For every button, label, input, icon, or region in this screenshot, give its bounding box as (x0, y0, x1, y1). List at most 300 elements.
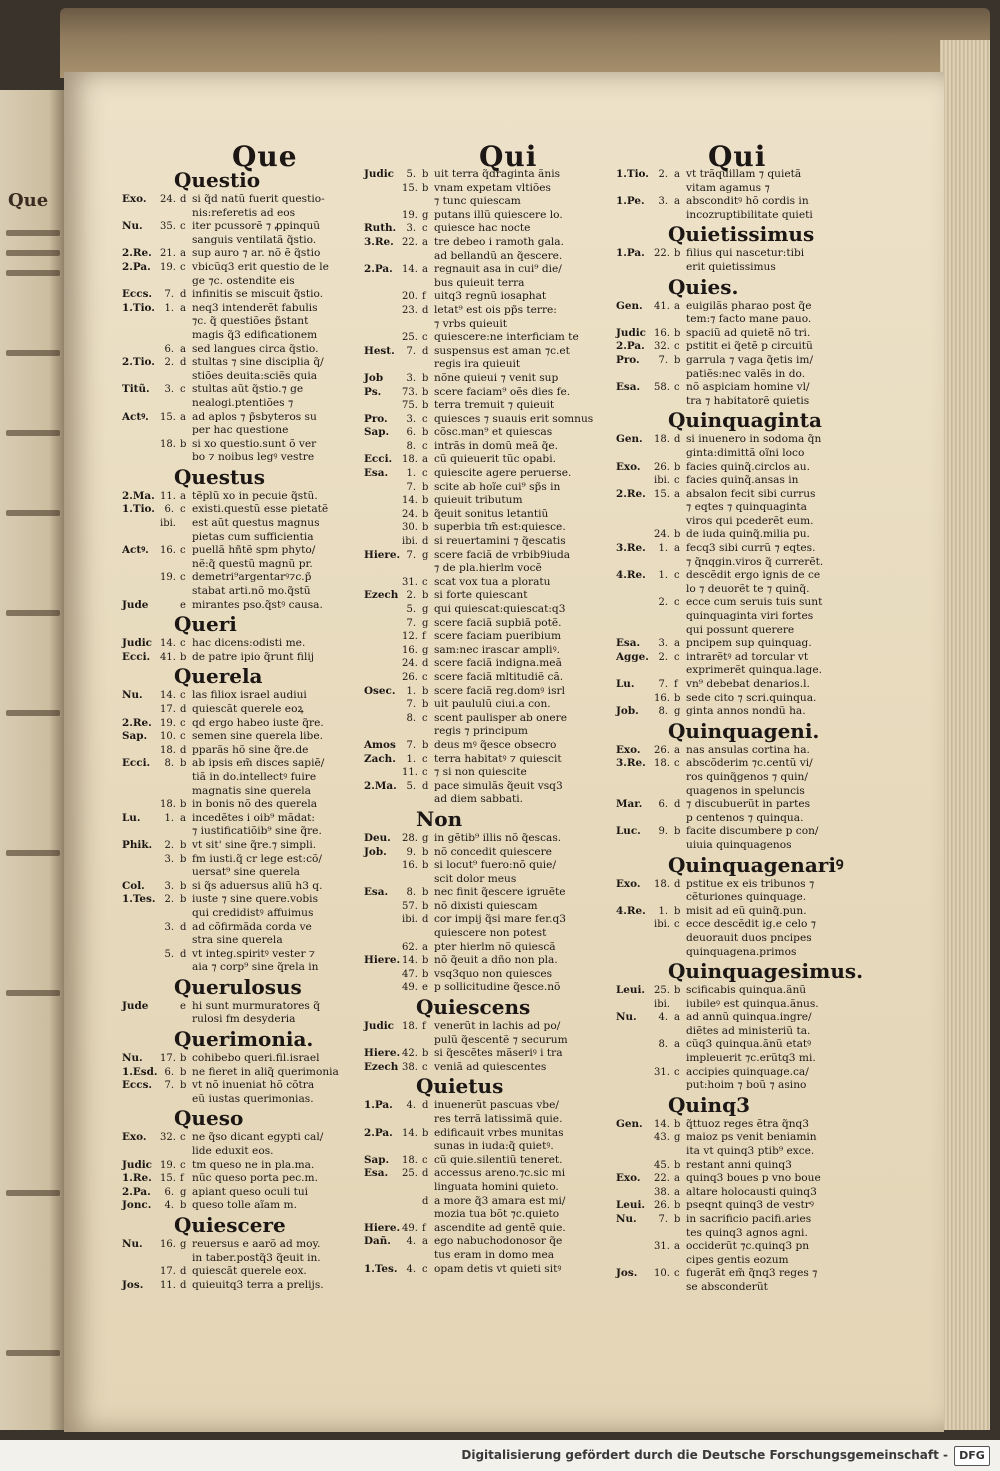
section-letter: c (180, 572, 186, 584)
citation-line (616, 610, 866, 624)
section-letter: b (674, 692, 681, 704)
citation-text: sup auro ⁊ ar. nõ ẽ q̃stio (192, 247, 321, 260)
section-letter: b (180, 438, 187, 450)
citation-text: nõ dixisti quiescam (434, 899, 538, 912)
citation-text: letat⁹ est ois pp̃s terre: (434, 303, 557, 316)
book-ref: 3.Re. (616, 542, 646, 555)
chapter-number: 9. (406, 846, 416, 858)
section-letter: b (674, 1200, 681, 1212)
citation-text: tẽplũ xo in pecuie q̃stũ. (192, 489, 318, 502)
chapter-number: 5. (406, 169, 416, 180)
chapter-number: 3. (164, 853, 174, 865)
citation-line (364, 1181, 614, 1195)
citation-text: nõ concedit quiescere (434, 845, 552, 858)
citation-text: apiant queso oculi tui (192, 1185, 309, 1198)
section-letter: g (422, 617, 429, 629)
entry-heading: Questio (174, 168, 261, 192)
entry-heading: Questus (174, 464, 265, 489)
chapter-number: 7. (658, 354, 668, 366)
chapter-number: 4. (406, 1236, 416, 1248)
chapter-number: 30. (402, 522, 418, 534)
citation-text: quieuitq3 terra a prelijs. (192, 1278, 324, 1291)
citation-line (122, 261, 362, 275)
book-ref: 2.Pa. (364, 263, 393, 276)
section-letter: d (422, 1195, 429, 1207)
section-letter: a (674, 1186, 680, 1198)
book-ref: 1.Tes. (122, 893, 156, 906)
citation-text: ⁊ tunc quiescam (434, 195, 521, 208)
citation-text: incozruptibilitate quieti (686, 208, 813, 221)
chapter-number: 3. (658, 638, 668, 650)
chapter-number: 3. (406, 372, 416, 384)
book-ref: Judic (122, 637, 153, 650)
citation-text: se absconderũt (686, 1280, 768, 1293)
citation-line (364, 209, 614, 223)
citation-text: fecq3 sibi currũ ⁊ eqtes. (686, 542, 816, 555)
citation-text: aia ⁊ corp⁹ sine q̃rela in (192, 961, 319, 974)
citation-line (122, 1000, 362, 1014)
section-letter: b (674, 826, 681, 838)
chapter-number: 41. (160, 651, 176, 663)
citation-line (122, 1145, 362, 1159)
citation-line (122, 1093, 362, 1107)
citation-text: veniã ad quiescentes (434, 1060, 547, 1073)
book-ref: Jos. (122, 1278, 144, 1291)
citation-line (616, 998, 866, 1012)
citation-text: pulũ q̃escentẽ ⁊ securum (434, 1033, 568, 1046)
section-letter: a (674, 1241, 680, 1253)
citation-text: nas ansulas cortina ha. (686, 743, 810, 756)
citation-text: cũ quieuerit tũc opabi. (434, 453, 556, 466)
chapter-number: 16. (402, 860, 418, 872)
section-letter: c (674, 651, 680, 663)
citation-text: stultas aũt q̃stio.⁊ ge (192, 383, 304, 396)
citation-line (616, 918, 866, 932)
book-ref: 1.Pe. (616, 195, 645, 208)
section-letter: b (422, 427, 429, 439)
section-letter: b (674, 1159, 681, 1171)
section-letter: c (422, 332, 428, 344)
chapter-number: 38. (402, 1061, 418, 1073)
citation-line (122, 329, 362, 343)
citation-line (364, 941, 614, 955)
citation-text: iuste ⁊ sine quere.vobis (192, 893, 319, 906)
book-ref: Jude (122, 999, 149, 1012)
section-letter: b (180, 1053, 187, 1065)
section-letter: b (674, 327, 681, 339)
citation-line (616, 705, 866, 719)
chapter-number: 8. (164, 758, 174, 770)
book-top-edge (60, 8, 990, 78)
chapter-number: 9. (658, 826, 668, 838)
citation-line (364, 1127, 614, 1141)
citation-text: q̃euit sonitus letantiũ (434, 507, 549, 520)
book-ref: Lu. (616, 678, 635, 690)
chapter-number: 14. (160, 638, 176, 650)
section-letter: a (422, 264, 428, 276)
citation-text: vbicũq3 erit questio de le (192, 260, 329, 273)
citation-line (122, 798, 362, 812)
citation-line (364, 832, 614, 846)
chapter-number: 12. (402, 631, 418, 643)
citation-line (616, 651, 866, 665)
book-ref: Pro. (616, 353, 640, 366)
citation-line (616, 395, 866, 409)
book-ref: Titũ. (122, 383, 150, 396)
citation-text: ⁊ discubuerũt in partes (686, 798, 811, 811)
section-letter: f (180, 1173, 184, 1185)
section-letter: a (180, 248, 186, 260)
citation-line (364, 725, 614, 739)
citation-line (364, 657, 614, 671)
section-letter: c (674, 475, 680, 487)
citation-line (616, 447, 866, 461)
chapter-number: 7. (164, 289, 174, 301)
citation-line (364, 968, 614, 982)
citation-line (364, 698, 614, 712)
book-ref: Ecci. (122, 650, 151, 663)
citation-line (616, 1079, 866, 1093)
chapter-number: 22. (654, 1173, 670, 1185)
citation-line (122, 544, 362, 558)
citation-line (616, 1025, 866, 1039)
citation-line (616, 664, 866, 678)
citation-text: ⁊ iustificatiõib⁹ sine q̃re. (192, 825, 322, 838)
citation-text: intrãs in domũ meã q̃e. (434, 439, 559, 452)
citation-text: si forte quiescant (434, 589, 528, 602)
citation-text: pter hierlm nõ quiescã (434, 940, 556, 953)
chapter-number: 5. (406, 604, 416, 615)
citation-line (364, 886, 614, 900)
section-letter: b (180, 894, 187, 906)
section-letter: c (674, 919, 680, 931)
citation-text: ne fieret in aliq̃ querimonia (192, 1065, 339, 1078)
citation-line (122, 1131, 362, 1145)
chapter-number: 19. (160, 572, 176, 584)
section-letter: b (180, 1080, 187, 1092)
book-ref: 1.Pa. (616, 247, 645, 260)
left-page-line (6, 710, 60, 716)
citation-line (616, 461, 866, 475)
citation-text: sam:nec irascar ampliꝰ. (434, 643, 560, 656)
citation-text: nõ q̃euit a dño non pla. (434, 954, 558, 967)
citation-text: quiescere:ne interficiam te (434, 331, 579, 344)
chapter-number: 3. (406, 413, 416, 425)
citation-line (364, 195, 614, 209)
citation-text: inuenerũt pascuas vbe/ (434, 1099, 559, 1112)
citation-line (122, 247, 362, 261)
chapter-number: 35. (160, 221, 176, 233)
chapter-number: 73. (402, 386, 418, 398)
chapter-number: 32. (654, 341, 670, 353)
book-ref: Exo. (616, 1172, 641, 1185)
citation-text: sunas in iuda:q̃ quietꝰ. (434, 1140, 554, 1153)
chapter-number: 6. (164, 1066, 174, 1078)
section-letter: d (674, 434, 681, 446)
citation-text: quagenos in speluncis (686, 784, 805, 797)
book-ref: 2.Ma. (364, 779, 397, 792)
citation-line (122, 411, 362, 425)
citation-text: cũq3 quinqua.ãnũ etatꝰ (686, 1038, 812, 1051)
citation-line (616, 488, 866, 502)
citation-text: misit ad eũ quinq̃.pun. (686, 904, 807, 917)
citation-line (122, 288, 362, 302)
citation-line (616, 744, 866, 758)
citation-line (616, 209, 866, 223)
citation-line (122, 234, 362, 248)
entry-heading: Quinq3 (668, 1092, 751, 1117)
citation-line (616, 637, 866, 651)
citation-line (364, 358, 614, 372)
book-ref: Job. (364, 845, 387, 858)
chapter-number: 25. (654, 985, 670, 997)
chapter-number: 6. (164, 1186, 174, 1198)
book-ref: 4.Re. (616, 904, 646, 917)
book-ref: Gen. (616, 433, 643, 446)
section-letter: c (422, 1263, 428, 1275)
citation-text: viros qui pcederẽt eum. (686, 514, 814, 527)
entry-heading: Queri (174, 612, 237, 637)
chapter-number: 47. (402, 968, 418, 980)
citation-line (364, 644, 614, 658)
citation-line (616, 1159, 866, 1173)
book-ref: Deu. (364, 831, 391, 844)
citation-text: ad cõfirmãda corda ve (192, 920, 312, 933)
citation-text: queso tolle aĩam m. (192, 1199, 297, 1212)
citation-line (122, 558, 362, 572)
section-letter: b (422, 968, 429, 980)
section-letter: a (180, 302, 186, 314)
citation-line (616, 515, 866, 529)
citation-line (122, 193, 362, 207)
chapter-number: 16. (654, 692, 670, 704)
citation-text: vt trãquillam ⁊ quietã (686, 168, 802, 180)
book-ref: Hiere. (364, 1221, 401, 1234)
book-ref: 3.Re. (616, 757, 646, 770)
section-letter: b (180, 839, 187, 851)
citation-line (122, 1066, 362, 1080)
citation-line (364, 318, 614, 332)
section-letter: d (180, 194, 187, 205)
citation-line (616, 785, 866, 799)
book-ref: Hiere. (364, 548, 401, 561)
citation-line (364, 739, 614, 753)
section-letter: b (674, 905, 681, 917)
citation-text: ⁊c. q̃ questiões p̃stant (192, 315, 309, 328)
section-letter: b (422, 955, 429, 967)
chapter-number: 14. (402, 955, 418, 967)
citation-text: per hac questione (192, 424, 289, 437)
citation-text: incedẽtes i oib⁹ mãdat: (192, 811, 315, 824)
citation-line (364, 331, 614, 345)
section-letter: c (180, 690, 186, 702)
chapter-number: 1. (658, 905, 668, 917)
citation-line (364, 1235, 614, 1249)
citation-text: superbia tm̃ est:quiesce. (434, 521, 566, 534)
citation-text: linguata homini quieto. (434, 1180, 559, 1193)
citation-text: tm queso ne in pla.ma. (192, 1158, 315, 1171)
citation-line (122, 744, 362, 758)
entry-heading: Quinquagesimus. (668, 959, 864, 984)
citation-text: scere faciam⁹ oẽs dies fe. (434, 385, 571, 398)
section-letter: c (180, 1132, 186, 1144)
section-letter: b (674, 461, 681, 473)
citation-line (616, 1038, 866, 1052)
chapter-number: 6. (658, 799, 668, 811)
citation-line (364, 250, 614, 264)
citation-text: quiesces ⁊ suauis erit somnus (434, 412, 594, 425)
book-ref: 2.Re. (122, 716, 152, 729)
section-letter: a (674, 638, 680, 650)
entry-heading: Quinquagenariꝰ (668, 852, 844, 877)
section-letter: b (180, 853, 187, 865)
section-letter: b (422, 169, 429, 180)
citation-text: maioz ps venit beniamin (686, 1131, 817, 1144)
citation-text: scere faciam pueribium (434, 630, 561, 643)
citation-line (364, 182, 614, 196)
citation-text: facite discumbere p con/ (686, 825, 819, 838)
citation-line (364, 589, 614, 603)
chapter-number: 16. (654, 327, 670, 339)
chapter-number: 7. (164, 1080, 174, 1092)
citation-text: tus eram in domo mea (434, 1248, 555, 1261)
book-ref: Judic (616, 326, 647, 339)
chapter-number: 14. (402, 495, 418, 507)
citation-line (364, 981, 614, 995)
section-letter: c (674, 597, 680, 609)
book-ref: Mar. (616, 798, 643, 811)
citation-text: si q̃s aduersus aliũ h3 q. (192, 879, 323, 892)
citation-text: scere faciã indigna.meã (434, 657, 562, 670)
citation-text: cũ quie.silentiũ teneret. (434, 1153, 563, 1166)
book-ref: Dañ. (364, 1235, 391, 1248)
citation-line (122, 424, 362, 438)
citation-line (364, 954, 614, 968)
citation-line (122, 785, 362, 799)
citation-text: nis:referetis ad eos (192, 206, 296, 219)
book-ref: Jos. (616, 1267, 638, 1280)
book-ref: Esa. (364, 1167, 389, 1180)
citation-line (616, 1145, 866, 1159)
citation-line (122, 703, 362, 717)
citation-text: nõne quieui ⁊ venit sup (434, 371, 559, 384)
chapter-number: 8. (406, 712, 416, 724)
book-ref: Esa. (616, 637, 641, 650)
citation-text: cipes gentis eozum (686, 1253, 789, 1266)
citation-text: regis ⁊ principum (434, 725, 528, 738)
chapter-number: ibi. (402, 914, 418, 926)
citation-text: tiã in do.intellectꝰ fuire (192, 770, 317, 783)
citation-line (616, 542, 866, 556)
citation-text: uersat⁹ sine querela (192, 866, 300, 879)
citation-text: quiescãt querele eox. (192, 1265, 307, 1278)
section-letter: a (674, 1039, 680, 1051)
citation-text: bo ⁊ noibus legꝰ vestre (192, 451, 315, 464)
chapter-number: 49. (402, 982, 418, 994)
citation-line (616, 839, 866, 853)
section-letter: b (422, 522, 429, 534)
chapter-number: 25. (402, 332, 418, 344)
section-letter: b (422, 372, 429, 384)
chapter-number: 7. (406, 739, 416, 751)
book-ref: Gen. (616, 1117, 643, 1130)
citation-text: qui credidistꝰ affuimus (192, 906, 314, 919)
section-letter: b (422, 182, 429, 194)
citation-line (122, 451, 362, 465)
citation-text: in gẽtib⁹ illis nõ q̃escas. (434, 831, 562, 844)
chapter-number: 24. (160, 194, 176, 205)
citation-line (364, 304, 614, 318)
citation-text: fugerãt em̃ q̃nq3 reges ⁊ (686, 1267, 818, 1280)
section-letter: f (674, 679, 678, 690)
section-letter: b (422, 900, 429, 912)
section-letter: d (422, 658, 429, 670)
citation-text: pstitue ex eis tribunos ⁊ (686, 877, 815, 890)
citation-text: sed langues circa q̃stio. (192, 342, 319, 355)
book-ref: Eccs. (122, 288, 153, 301)
chapter-number: 1. (406, 685, 416, 697)
book-ref: 2.Re. (122, 247, 152, 260)
citation-line (122, 370, 362, 384)
citation-text: si locut⁹ fuero:nõ quie/ (434, 859, 557, 872)
citation-line (364, 1034, 614, 1048)
entry-heading: Querela (174, 664, 263, 689)
citation-text: scite ab hoĩe cui⁹ sp̃s in (434, 480, 561, 493)
citation-line (364, 521, 614, 535)
section-letter: b (674, 1118, 681, 1130)
citation-line (616, 168, 866, 182)
running-head: Que (232, 140, 298, 173)
citation-text: de patre ipio q̃runt filij (192, 650, 315, 663)
citation-line (122, 1013, 362, 1027)
section-letter: b (422, 481, 429, 493)
chapter-number: 21. (160, 248, 176, 260)
citation-line (364, 576, 614, 590)
chapter-number: 3. (164, 880, 174, 892)
section-letter: c (674, 1268, 680, 1280)
citation-line (364, 290, 614, 304)
chapter-number: 4. (658, 1012, 668, 1024)
chapter-number: 7. (406, 699, 416, 711)
book-ref: Osec. (364, 684, 396, 697)
section-letter: b (674, 354, 681, 366)
citation-line (122, 921, 362, 935)
citation-line (364, 440, 614, 454)
citation-text: vt nõ inueniat hõ cõtra (192, 1079, 315, 1092)
citation-text: semen sine querela libe. (192, 730, 323, 743)
book-ref: Exo. (616, 743, 641, 756)
citation-text: ginta annos nondũ ha. (686, 705, 806, 718)
section-letter: a (422, 1236, 428, 1248)
section-letter: d (674, 878, 681, 890)
book-ref: Jude (122, 598, 149, 611)
chapter-number: 26. (654, 744, 670, 756)
citation-text: absalon fecit sibi currus (686, 487, 816, 500)
citation-line (364, 345, 614, 359)
left-page-line (6, 230, 60, 236)
entry-heading: Querulosus (174, 974, 302, 999)
chapter-number: 11. (160, 490, 176, 502)
citation-line (364, 494, 614, 508)
book-ref: Agge. (616, 650, 649, 663)
book-ref: 1.Re. (122, 1172, 152, 1185)
chapter-number: 3. (164, 921, 174, 933)
chapter-number: 20. (402, 291, 418, 303)
citation-line (364, 1061, 614, 1075)
citation-line (364, 1249, 614, 1263)
citation-text: suspensus est aman ⁊c.et (434, 344, 570, 357)
citation-line (364, 1167, 614, 1181)
